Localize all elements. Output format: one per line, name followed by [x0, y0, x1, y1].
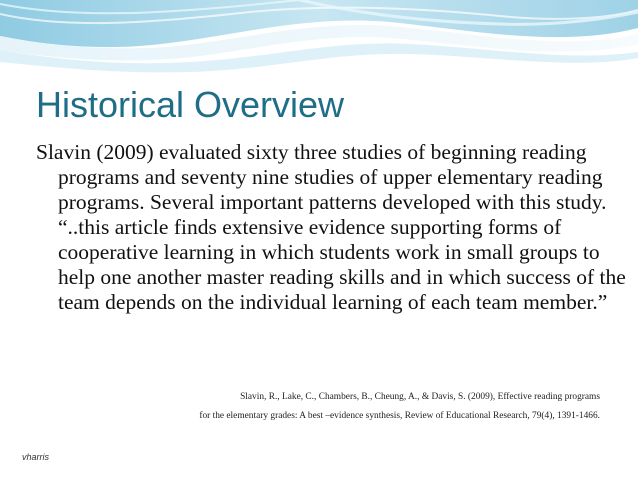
header-wave-banner — [0, 0, 638, 80]
slide-title: Historical Overview — [36, 84, 345, 125]
citation-line-2: for the elementary grades: A best –evidence synthesis, Review of Educational Research, 79(4), 1391-1466. — [199, 411, 600, 421]
citation-line-1: Slavin, R., Lake, C., Chambers, B., Cheung, A., & Davis, S. (2009), Effective reading programs — [240, 392, 600, 402]
citation — [40, 388, 600, 426]
body-text: Slavin (2009) evaluated sixty three studies of beginning reading programs and seventy nine studies of upper elementary reading programs. Several important patterns developed with this study. “..this article finds extensive evidence supporting forms of cooperative learning in which students work in small groups to help one another master reading skills and in which success of the team depends on the individual learning of each team member.” — [36, 140, 626, 314]
footer-author: vharris — [22, 452, 50, 462]
